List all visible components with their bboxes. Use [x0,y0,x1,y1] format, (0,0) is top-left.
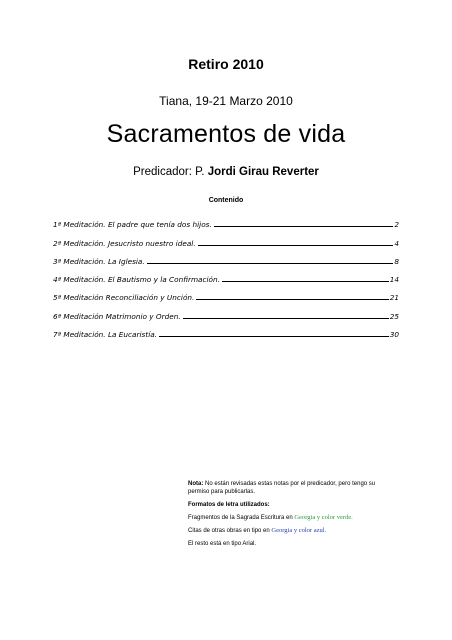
toc-entry-label: 6ª Meditación Matrimonio y Orden. [53,311,181,321]
toc-entry-page: 8 [394,256,399,266]
toc-entry-page: 25 [389,311,399,321]
preacher-line [0,166,452,178]
toc-entry[interactable] [53,211,399,229]
formats-heading [188,501,398,509]
toc-leader-line [147,262,394,264]
document-title: Sacramentos de vida [106,120,346,148]
toc-leader-line [198,244,394,246]
toc-leader-line [214,225,394,227]
toc-heading: Contenido [208,197,244,204]
nota-paragraph [188,480,398,496]
format-line-rest: El resto está en tipo Arial. [188,541,257,547]
toc-leader-line [159,335,389,337]
nota-text: No están revisadas estas notas por el predicador, pero tengo su permiso para publicarlas. [188,481,376,495]
toc-entry[interactable] [53,302,399,320]
toc-entry[interactable] [53,284,399,302]
toc-entry-label: 3ª Meditación. La Iglesia. [53,256,145,266]
toc-entry-page: 21 [389,293,399,303]
toc-entry[interactable] [53,248,399,266]
format-line-scripture-sample: Georgia y color verde. [294,514,353,521]
toc-entry[interactable] [53,229,399,247]
format-line-scripture [188,514,398,522]
toc-entry-label: 2ª Meditación. Jesucristo nuestro ideal. [53,238,196,248]
toc-entry-page: 14 [389,275,399,285]
table-of-contents [53,211,399,339]
formats-heading-text: Formatos de letra utilizados: [188,502,270,508]
preacher-label: Predicador: P. [133,166,205,178]
toc-entry[interactable] [53,266,399,284]
toc-entry-page: 30 [389,330,399,340]
toc-entry[interactable] [53,321,399,339]
toc-entry-label: 4ª Meditación. El Bautismo y la Confirmación. [53,275,220,285]
format-line-scripture-prefix: Fragmentos de la Sagrada Escritura en [188,515,293,521]
toc-entry-page: 4 [394,238,399,248]
format-line-citations-sample: Georgia y color azul. [271,527,327,534]
retreat-title: Retiro 2010 [188,56,264,72]
toc-leader-line [222,280,389,282]
toc-entry-page: 2 [394,220,399,230]
toc-entry-label: 5ª Meditación Reconciliación y Unción. [53,293,195,303]
toc-entry-label: 7ª Meditación. La Eucaristía. [53,330,158,340]
preacher-name: Jordi Girau Reverter [207,166,319,178]
format-line-citations [188,527,398,535]
format-line-citations-prefix: Citas de otras obras en tipo en [188,528,270,534]
toc-entry-label: 1ª Meditación. El padre que tenía dos hijos. [53,220,212,230]
place-and-date: Tiana, 19-21 Marzo 2010 [159,94,293,108]
nota-label: Nota: [188,481,204,487]
toc-leader-line [196,298,388,300]
notes-block [188,480,398,553]
toc-leader-line [183,317,389,319]
